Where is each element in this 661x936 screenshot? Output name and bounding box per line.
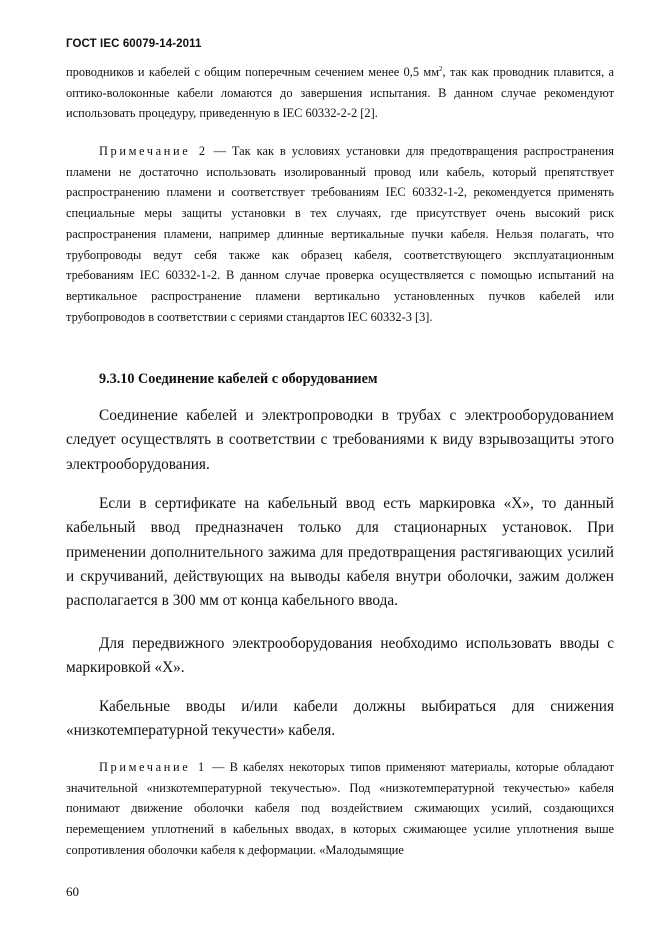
intro-text: проводников и кабелей с общим поперечным сечением менее 0,5 мм xyxy=(66,65,440,79)
note-2-dash: — xyxy=(213,144,226,158)
body-paragraph-1 xyxy=(66,404,614,477)
note-1-text: В кабелях некоторых типов применяют материалы, которые обладают значительной «низкотемпературной текучестью». Под «низкотемпературной текучестью» кабеля понимают движение оболочки кабеля под воздействием сжимающих усилий, создающихся перемещением уплотнений в кабельных вводах, в которых сжимающее усилие уплотнения выше сопротивления оболочки кабеля к деформации. «Малодымящие xyxy=(66,760,614,857)
page-number: 60 xyxy=(66,884,79,899)
body-paragraph-3 xyxy=(66,632,614,681)
note-1-label: Примечание 1 xyxy=(99,760,207,774)
note-2 xyxy=(66,141,614,327)
note-1-dash: — xyxy=(212,760,225,774)
paragraph-text: Соединение кабелей и электропроводки в трубах с электрооборудованием следует осуществлять в соответствии с требованиями к виду взрывозащиты этого электрооборудования. xyxy=(66,407,614,473)
intro-text-continued: , так как проводник плавится, а оптико-волоконные кабели ломаются до завершения испытания. В данном случае рекомендуют использовать процедуру, приведенную в IEC 60332-2-2 [2]. xyxy=(66,65,614,121)
body-paragraph-2 xyxy=(66,492,614,613)
paragraph-text: Для передвижного электрооборудования необходимо использовать вводы с маркировкой «X». xyxy=(66,635,614,677)
note-2-text: Так как в условиях установки для предотвращения распространения пламени не достаточно использовать изолированный провод или кабель, который препятствует распространению пламени и соответствует требованиям IEC 60332-1-2, рекомендуется применять специальные меры защиты установки в тех случаях, где присутствует очень высокий риск распространения пламени, например длинные вертикальные пучки кабеля. Нельзя полагать, что трубопроводы ведут себя также как образец кабеля, соответствующего эксплуатационным требованиям IEC 60332-1-2. В данном случае проверка осуществляется с помощью испытаний на вертикальное распространение пламени вертикально установленных пучков кабелей или трубопроводов в соответствии с сериями стандартов IEC 60332-3 [3]. xyxy=(66,144,614,324)
body-paragraph-4 xyxy=(66,695,614,744)
section-heading: 9.3.10 Соединение кабелей с оборудованием xyxy=(99,371,378,387)
superscript-unit: 2 xyxy=(439,64,443,73)
paragraph-text: Кабельные вводы и/или кабели должны выбираться для снижения «низкотемпературной текучести» кабеля. xyxy=(66,698,614,740)
document-code-header: ГОСТ IEC 60079-14-2011 xyxy=(66,38,202,50)
note-1 xyxy=(66,757,614,861)
intro-paragraph xyxy=(66,62,614,124)
paragraph-text: Если в сертификате на кабельный ввод есть маркировка «X», то данный кабельный ввод предназначен только для стационарных установок. При применении дополнительного зажима для предотвращения растягивающих усилий и скручиваний, действующих на выводы кабеля внутри оболочки, зажим должен располагается в 300 мм от конца кабельного ввода. xyxy=(66,495,614,610)
note-2-label: Примечание 2 xyxy=(99,144,208,158)
